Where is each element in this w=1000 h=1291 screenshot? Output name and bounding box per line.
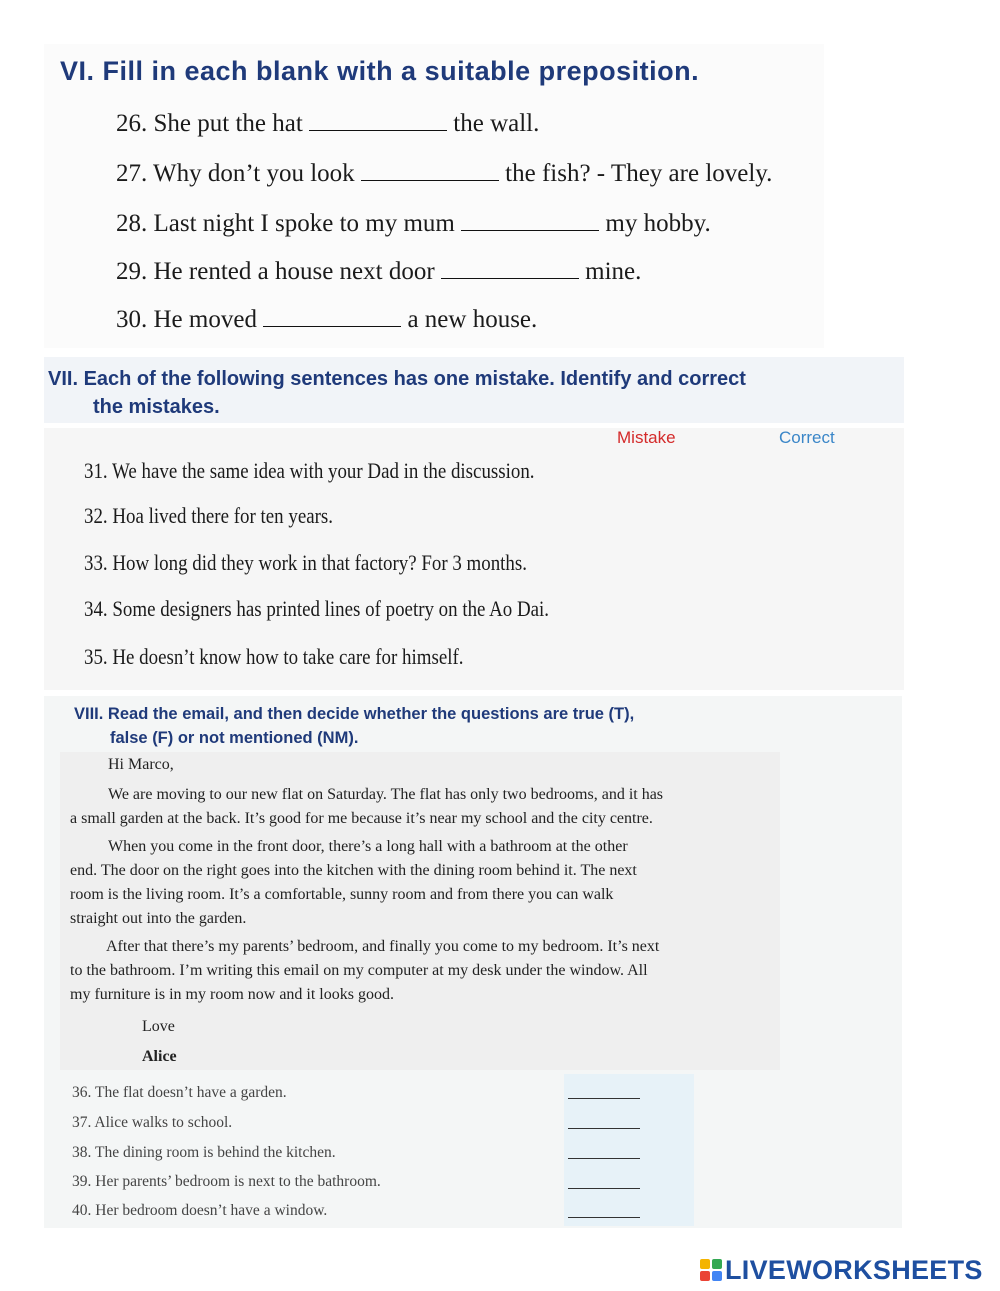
answer-line-36[interactable] — [568, 1098, 640, 1099]
email-line: end. The door on the right goes into the kitchen with the dining room behind it. The next — [70, 862, 637, 879]
section-7-title — [48, 365, 746, 421]
question-35: 35. He doesn’t know how to take care for himself. — [84, 644, 464, 669]
question-39: 39. Her parents’ bedroom is next to the bathroom. — [72, 1173, 381, 1190]
question-31: 31. We have the same idea with your Dad in the discussion. — [84, 458, 535, 483]
section-8-title-line-2: false (F) or not mentioned (NM). — [110, 729, 359, 747]
question-32: 32. Hoa lived there for ten years. — [84, 503, 334, 528]
question-text: 30. He moved — [116, 306, 257, 333]
logo-square — [700, 1259, 710, 1269]
answer-blank[interactable] — [361, 180, 499, 181]
email-line: We are moving to our new flat on Saturday. The flat has only two bedrooms, and it has — [108, 786, 664, 803]
email-signature: Alice — [142, 1048, 177, 1065]
email-line: straight out into the garden. — [70, 910, 247, 927]
question-34: 34. Some designers has printed lines of poetry on the Ao Dai. — [84, 596, 550, 621]
correct-column-label: Correct — [779, 428, 835, 447]
email-closing: Love — [142, 1018, 175, 1035]
section-7-title-line-2: the mistakes. — [93, 396, 220, 418]
answer-blank[interactable] — [263, 326, 401, 327]
answer-blank[interactable] — [441, 278, 579, 279]
section-6-title: VI. Fill in each blank with a suitable preposition. — [60, 56, 700, 86]
question-text: my hobby. — [605, 210, 711, 237]
question-text: 28. Last night I spoke to my mum — [116, 210, 455, 237]
email-line: After that there’s my parents’ bedroom, and finally you come to my bedroom. It’s next — [106, 938, 660, 955]
question-text: 27. Why don’t you look — [116, 160, 355, 187]
question-26 — [116, 110, 539, 138]
logo-square — [712, 1259, 722, 1269]
logo-text: LIVEWORKSHEETS — [725, 1254, 983, 1285]
liveworksheets-logo — [700, 1256, 983, 1284]
email-line: my furniture is in my room now and it looks good. — [70, 986, 394, 1003]
answer-line-37[interactable] — [568, 1128, 640, 1129]
answer-line-38[interactable] — [568, 1158, 640, 1159]
section-fill-in-prepositions — [44, 44, 824, 348]
question-40: 40. Her bedroom doesn’t have a window. — [72, 1202, 328, 1219]
question-text: the wall. — [453, 110, 540, 137]
section-7-header — [44, 357, 904, 423]
question-38: 38. The dining room is behind the kitchen. — [72, 1144, 336, 1161]
section-8-title — [74, 702, 634, 750]
mistake-column-label: Mistake — [617, 428, 676, 447]
question-28 — [116, 210, 711, 238]
question-29 — [116, 258, 641, 286]
logo-square — [712, 1271, 722, 1281]
question-30 — [116, 306, 537, 334]
question-text: the fish? - They are lovely. — [505, 160, 773, 187]
logo-grid-icon — [700, 1259, 722, 1281]
email-passage — [60, 752, 780, 1070]
logo-square — [700, 1271, 710, 1281]
email-line: a small garden at the back. It’s good for me because it’s near my school and the city centre. — [70, 810, 653, 827]
email-line: When you come in the front door, there’s a long hall with a bathroom at the other — [108, 838, 628, 855]
answer-line-40[interactable] — [568, 1217, 640, 1218]
question-text: 26. She put the hat — [116, 110, 303, 137]
email-line: to the bathroom. I’m writing this email on my computer at my desk under the window. All — [70, 962, 648, 979]
email-greeting: Hi Marco, — [108, 756, 174, 773]
answer-blank[interactable] — [309, 130, 447, 131]
answer-blank[interactable] — [461, 230, 599, 231]
question-text: a new house. — [407, 306, 538, 333]
question-27 — [116, 160, 772, 188]
email-line: room is the living room. It’s a comfortable, sunny room and from there you can walk — [70, 886, 614, 903]
section-find-mistakes — [44, 428, 904, 690]
section-reading-email — [44, 696, 902, 1228]
answers-panel — [564, 1074, 694, 1226]
question-text: mine. — [585, 258, 642, 285]
question-text: 29. He rented a house next door — [116, 258, 435, 285]
section-7-title-line-1: VII. Each of the following sentences has one mistake. Identify and correct — [48, 368, 746, 390]
question-33: 33. How long did they work in that factory? For 3 months. — [84, 550, 527, 575]
question-36: 36. The flat doesn’t have a garden. — [72, 1084, 287, 1101]
answer-line-39[interactable] — [568, 1188, 640, 1189]
section-8-title-line-1: VIII. Read the email, and then decide whether the questions are true (T), — [74, 705, 635, 723]
question-37: 37. Alice walks to school. — [72, 1114, 233, 1131]
